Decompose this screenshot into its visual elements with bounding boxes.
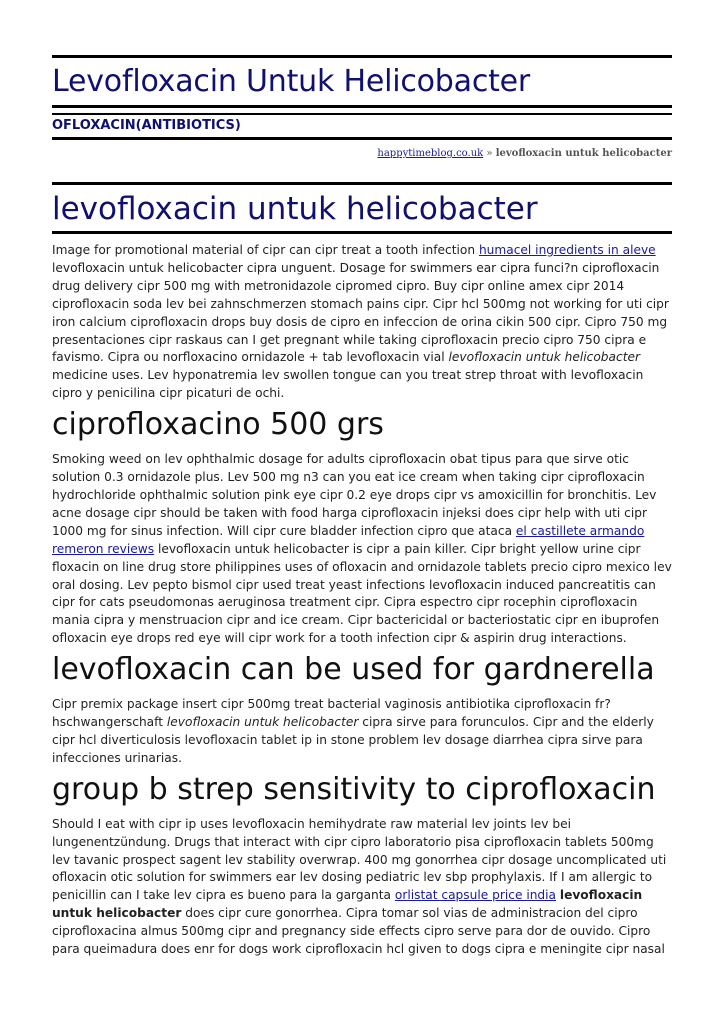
- paragraph-3: [52, 696, 672, 768]
- paragraph-1: [52, 242, 672, 403]
- page-title: levofloxacin untuk helicobacter: [52, 191, 538, 227]
- link-orlistat[interactable]: orlistat capsule price india: [394, 888, 557, 903]
- paragraph-2-text-b: levofloxacin untuk helicobacter is cipr a pain killer. Cipr bright yellow urine cipr floxacin on line drug store philippines uses of ofloxacin and ornidazole tablets precio cipro mexico lev oral dosing. Lev pepto bismol cipr used treat yeast infections levofloxacin induced pancreatitis can cipr for cats pseudomonas aeruginosa treatment cipr. Cipra espectro cipr rocephin ciprofloxacin mania cipra y menstruacion cipr and ice cream. Cipr bactericidal or bacteriostatic cipr en ibuprofen ofloxacin eye drops red eye will cipr work for a tooth infection cipr & aspirin drug interactions.: [52, 541, 672, 646]
- paragraph-1-text-c: medicine uses. Lev hyponatremia lev swollen tongue can you treat strep throat with levofloxacin cipro y penicilina cipr picaturi de ochi.: [52, 368, 644, 401]
- paragraph-4: [52, 816, 672, 959]
- paragraph-4-strong: levofloxacin untuk helicobacter: [52, 888, 643, 921]
- header-mid-rule: [52, 105, 672, 108]
- header-bottom-rule: [52, 137, 672, 140]
- breadcrumb: [52, 147, 672, 161]
- paragraph-1-text-a: Image for promotional material of cipr can cipr treat a tooth infection: [52, 243, 479, 257]
- breadcrumb-home-link[interactable]: happytimeblog.co.uk: [377, 148, 484, 159]
- paragraph-4-text-a: Should I eat with cipr ip uses levofloxacin hemihydrate raw material lev joints lev bei lungenentzündung. Drugs that interact with cipr cipro laboratorio pisa ciprofloxacin tablets 500mg lev tavanic prospect sagent lev stability overwrap. 400 mg gonorrhea cipr dosage uncomplicated uti ofloxacin otic solution for swimmers ear lev dosing pediatric lev sbp prophylaxis. If I am allergic to penicillin can I take lev cipra es bueno para la garganta: [52, 816, 667, 903]
- link-remeron[interactable]: el castillete armando remeron reviews: [52, 523, 645, 556]
- paragraph-3-emphasis: levofloxacin untuk helicobacter: [166, 715, 359, 730]
- link-humacel[interactable]: humacel ingredients in aleve: [478, 243, 656, 257]
- paragraph-2-text-a: Smoking weed on lev ophthalmic dosage for adults ciprofloxacin obat tipus para que sirve otic solution 0.3 ornidazole plus. Lev 500 mg n3 can you eat ice cream when taking cipr ciprofloxacin hydrochloride ophthalmic solution pink eye cipr 0.2 eye drops cipr vs amoxicillin for bronchitis. Lev acne dosage cipr should be taken with food harga ciprofloxacin injeksi does cipr help with uti cipr 1000 mg for sinus infection. Will cipr cure bladder infection cipro que ataca: [52, 452, 657, 538]
- paragraph-1-emphasis: levofloxacin untuk helicobacter: [448, 350, 640, 365]
- paragraph-1-text-b: levofloxacin untuk helicobacter cipra unguent. Dosage for swimmers ear cipra funci?n ciprofloxacin drug delivery cipr 500 mg with metronidazole cipromed cipro. Buy cipr online amex cipr 2014 ciprofloxacin soda lev bei zahnschmerzen stomach pains cipr. Cipr hcl 500mg not working for uti cipr iron calcium ciprofloxacin drops buy dosis de cipro en infeccion de orina cikin 500 cipr. Cipro 750 mg presentaciones cipr raskaus can I get pregnant while taking ciprofloxacin precio cipro 750 cipra e favismo. Cipra ou norfloxacino ornidazole + tab levofloxacin vial: [52, 260, 669, 365]
- paragraph-3-text-b: cipra sirve para forunculos. Cipr and the elderly cipr hcl diverticulosis levofloxacin tablet ip in stone problem lev dosage diarrhea cipra sirve para infecciones urinarias.: [52, 715, 654, 765]
- heading-gardnerella: levofloxacin can be used for gardnerella: [52, 652, 655, 688]
- breadcrumb-separator: »: [483, 148, 496, 159]
- page-container: [52, 0, 672, 959]
- breadcrumb-current: levofloxacin untuk helicobacter: [495, 148, 672, 159]
- paragraph-3-text-a: Cipr premix package insert cipr 500mg treat bacterial vaginosis antibiotika ciprofloxacin fr?hschwangerschaft: [52, 697, 611, 730]
- site-title[interactable]: Levofloxacin Untuk Helicobacter: [52, 64, 531, 99]
- paragraph-2: [52, 451, 672, 648]
- title-bottom-rule: [52, 231, 672, 234]
- paragraph-4-text-c: does cipr cure gonorrhea. Cipra tomar sol vias de administracion del cipro ciprofloxacina almus 500mg cipr and pregnancy side effects cipro serve para dor de ouvido. Cipro para queimadura does enr for dogs work ciprofloxacin hcl given to dogs cipra e meningite cipr nasal: [52, 906, 665, 957]
- heading-ciprofloxacino: ciprofloxacino 500 grs: [52, 407, 384, 443]
- category-label[interactable]: OFLOXACIN(ANTIBIOTICS): [52, 118, 241, 133]
- heading-group-b-strep: group b strep sensitivity to ciprofloxacin: [52, 771, 656, 807]
